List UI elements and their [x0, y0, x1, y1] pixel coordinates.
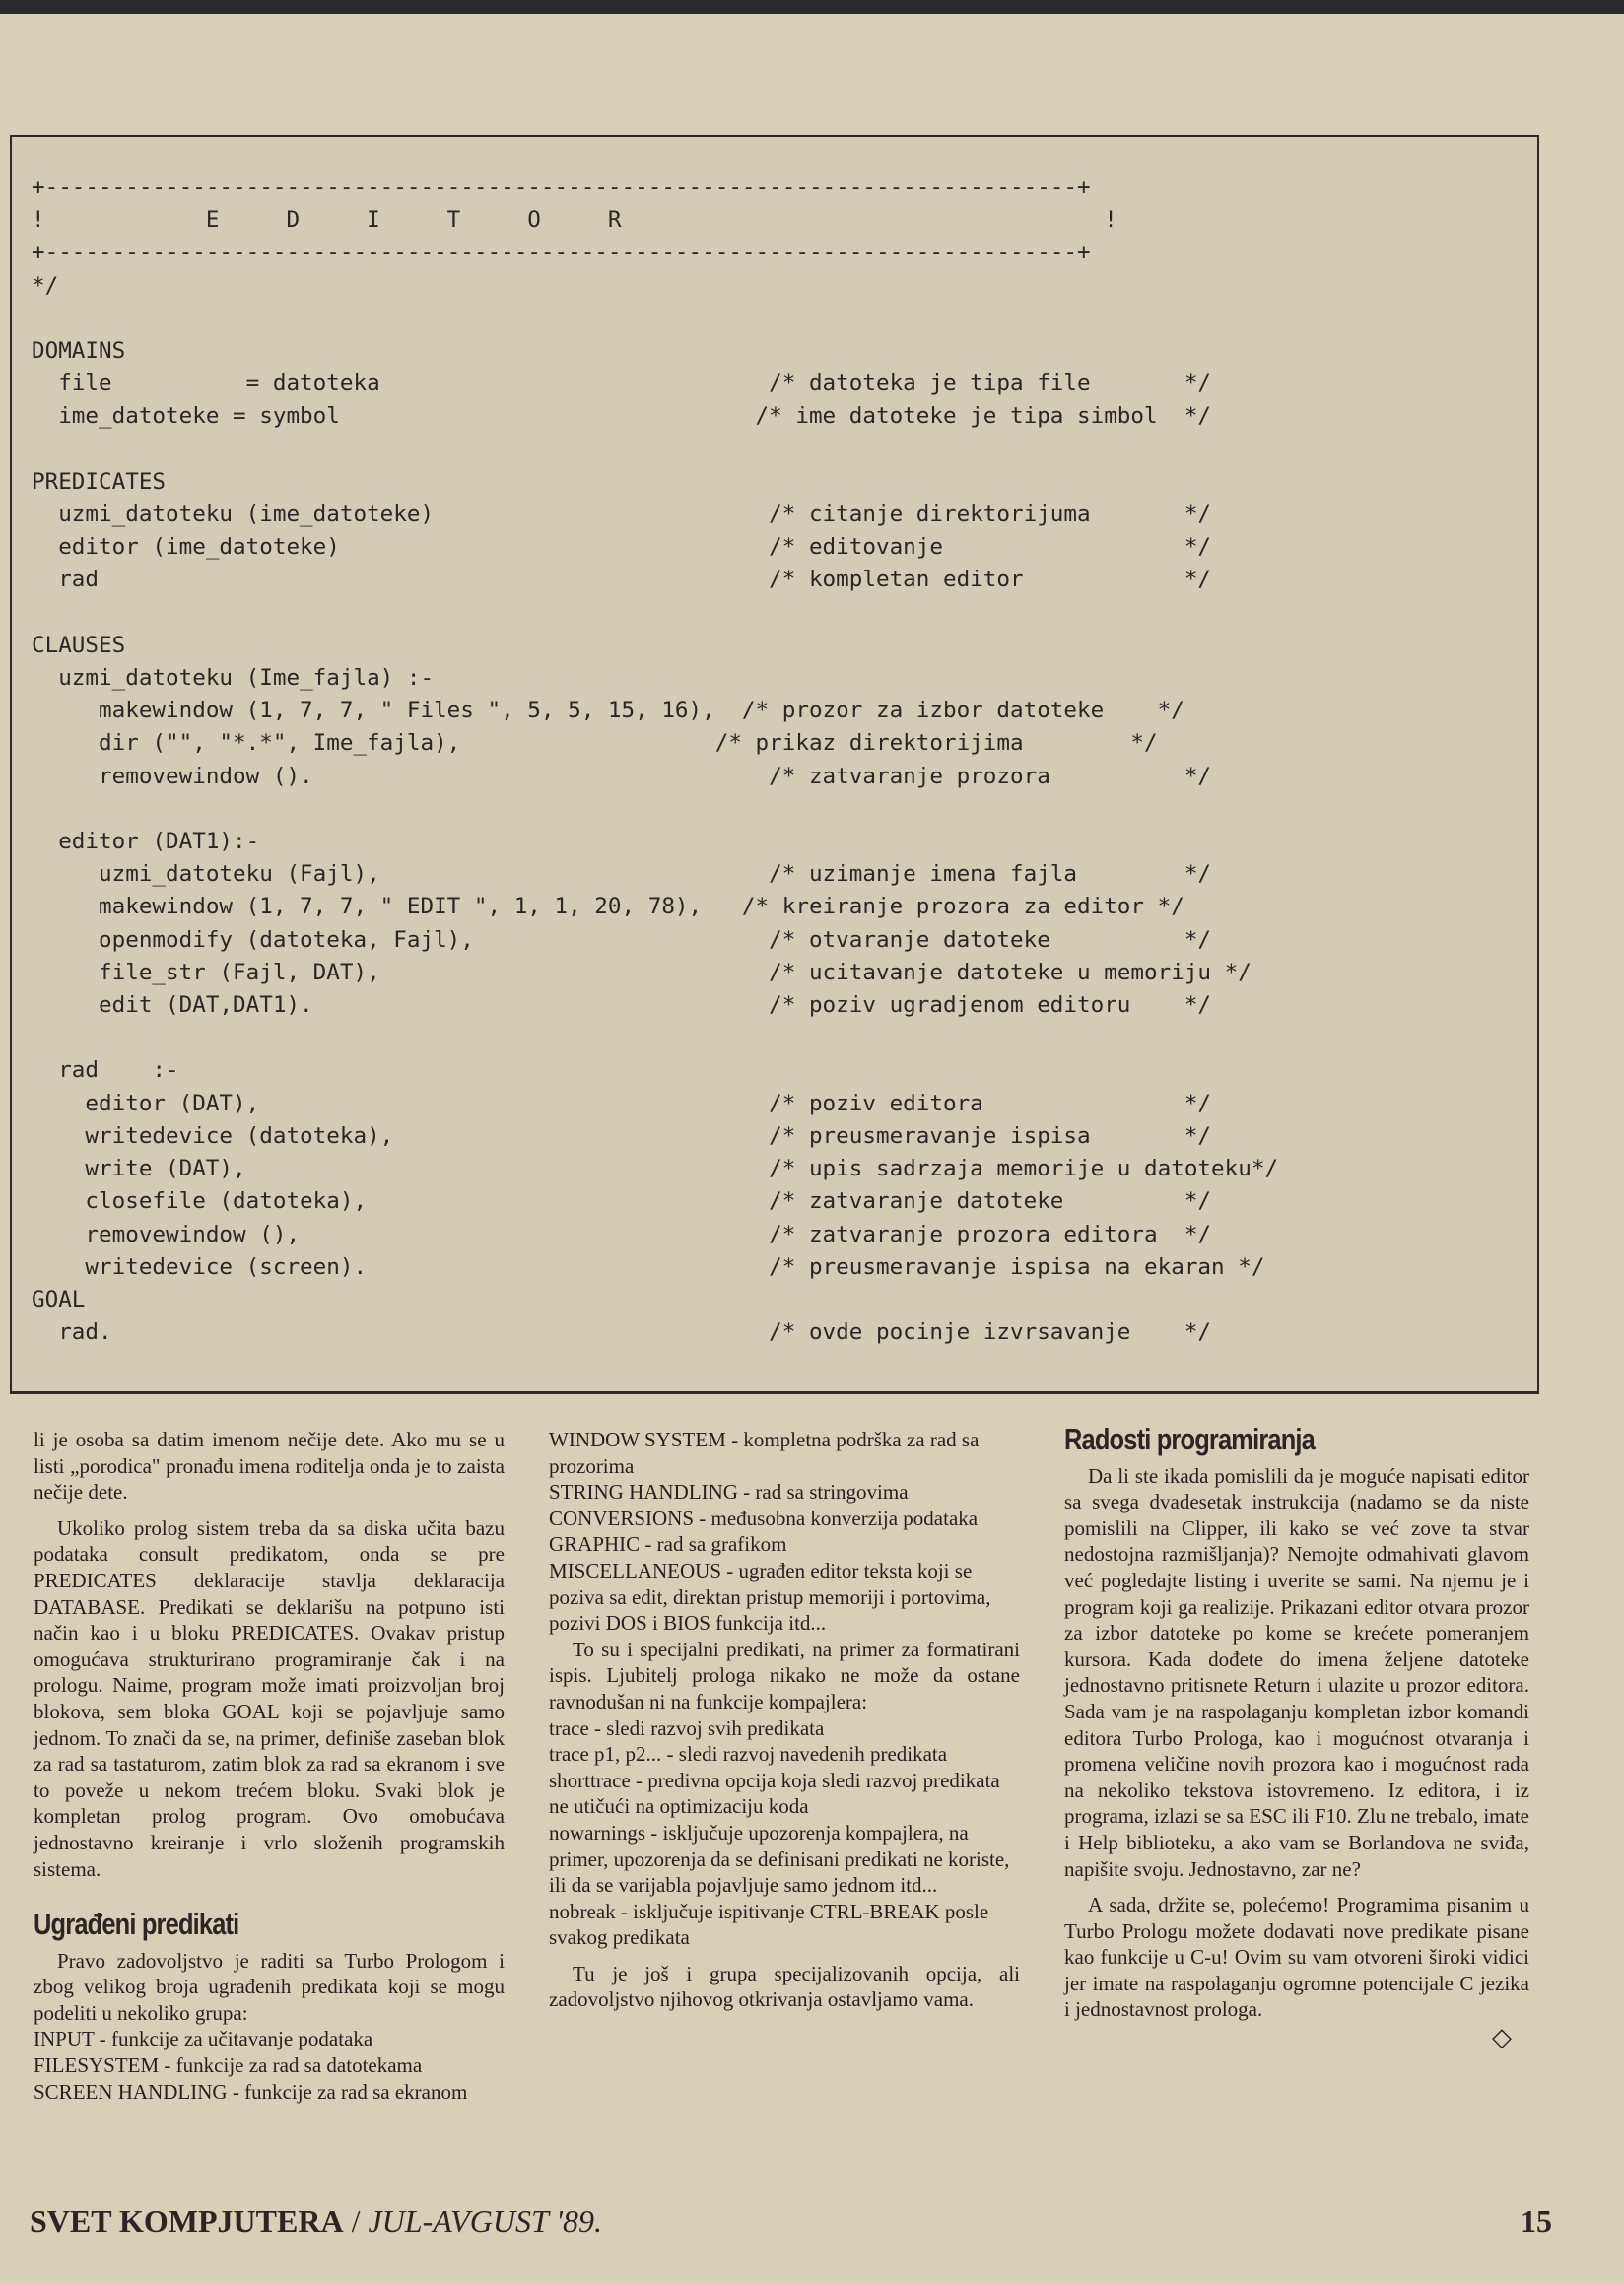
code-line: editor (DAT1):- — [32, 829, 260, 855]
code-line: uzmi_datoteku (Fajl), /* uzimanje imena fajla */ — [32, 861, 1212, 888]
code-line: */ — [32, 272, 59, 299]
list-item: trace - sledi razvoj svih predikata — [549, 1715, 825, 1740]
article-column-1 — [34, 1427, 505, 2105]
list-item: trace p1, p2... - sledi razvoj navedenih predikata — [549, 1742, 948, 1767]
code-line: +-----------------------------------------------------------------------------+ — [32, 239, 1091, 266]
section-heading-builtin-predicates: Ugrađeni predikati — [34, 1907, 239, 1942]
article-column-2 — [549, 1427, 1020, 2013]
code-line: file = datoteka /* datoteka je tipa file */ — [32, 370, 1212, 397]
list-item: GRAPHIC - rad sa grafikom — [549, 1532, 787, 1557]
paragraph: Da li ste ikada pomislili da je moguće napisati editor sa svega dvadesetak instrukcija (nadamo se da niste pomislili na Clipper, ili kako se već zove ta stvar nedostojna razmišljanja)? Nemojte odmahivati glavom već pogledajte listing i uverite se sami. Na njemu je i program koji ga realizije. Prikazani editor otvara prozor za izbor datoteke po kome se krećete pomeranjem kursora. Kada dođete do imena željene datoteke jednostavno pritisnete Return i ulazite u prozor editora. Sada vam je na raspolaganju kompletan izbor komandi editora Turbo Prologa, kao i mogućnost otvaranja i promena veličine novih prozora kao i mogućnost rada na nekoliko tekstova istovremeno. Iz editora, i iz programa, izlazi se sa ESC ili F10. Zlu ne trebalo, imate i Help biblioteku, a ako vam se Borlandova ne sviđa, napišite svoju. Jednostavno, zar ne? — [1064, 1463, 1529, 1881]
code-listing — [32, 171, 1278, 1349]
code-line: +-----------------------------------------------------------------------------+ — [32, 174, 1091, 200]
list-item: CONVERSIONS - međusobna konverzija podataka — [549, 1506, 979, 1530]
code-line: uzmi_datoteku (Ime_fajla) :- — [32, 665, 435, 692]
paragraph: li je osoba sa datim imenom nečije dete. Ako mu se u listi „porodica" pronađu imena roditelja onda je to zaista nečije dete. — [34, 1428, 505, 1505]
list-item: nowarnings - isključuje upozorenja kompajlera, na primer, upozorenja da se definisani predikati ne koriste, ili da se varijabla pojavljuje samo jednom itd... — [549, 1820, 1010, 1898]
code-line: makewindow (1, 7, 7, " EDIT ", 1, 1, 20, 78), /* kreiranje prozora za editor */ — [32, 894, 1184, 920]
code-line: editor (ime_datoteke) /* editovanje */ — [32, 534, 1212, 561]
code-line: closefile (datoteka), /* zatvaranje datoteke */ — [32, 1188, 1212, 1215]
footer-separator: / — [343, 2203, 369, 2239]
list-item: shorttrace - predivna opcija koja sledi razvoj predikata ne utičući na optimizaciju koda — [549, 1768, 1000, 1819]
magazine-name: SVET KOMPJUTERA — [30, 2203, 344, 2239]
code-listing-box — [10, 135, 1539, 1394]
code-line: write (DAT), /* upis sadrzaja memorije u datoteku*/ — [32, 1156, 1279, 1182]
paragraph: Tu je još i grupa specijalizovanih opcija, ali zadovoljstvo njihovog otkrivanja ostavljamo vama. — [549, 1961, 1020, 2012]
code-line: file_str (Fajl, DAT), /* ucitavanje datoteke u memoriju */ — [32, 959, 1252, 985]
list-item: SCREEN HANDLING - funkcije za rad sa ekranom — [34, 2079, 468, 2104]
code-line: editor (DAT), /* poziv editora */ — [32, 1090, 1212, 1116]
issue-date: JUL-AVGUST '89. — [368, 2203, 602, 2239]
code-line: rad :- — [32, 1057, 179, 1084]
code-line: ! E D I T O R ! — [32, 207, 1117, 234]
article-column-3 — [1064, 1422, 1529, 2052]
code-line: CLAUSES — [32, 632, 126, 658]
paragraph: Ukoliko prolog sistem treba da sa diska učita bazu podataka consult predikatom, onda se pre PREDICATES deklaracije stavlja deklaracija DATABASE. Predikati se deklarišu na potpuno isti način kao i u bloku PREDICATES. Ovakav pristup omogućava strukturirano programiranje čak i na prologu. Naime, program može imati proizvoljan broj blokova, sem bloka GOAL koji se pojavljuje samo jednom. To znači da se, na primer, definiše zaseban blok za rad sa tastaturom, zatim blok za rad sa ekranom i sve to poveže u nekom trećem bloku. Svaki blok je kompletan prolog program. Ovo omobućava jednostavno kreiranje i vrlo složenih programskih sistema. — [34, 1515, 505, 1881]
code-line: rad. /* ovde pocinje izvrsavanje */ — [32, 1319, 1212, 1346]
code-line: dir ("", "*.*", Ime_fajla), /* prikaz direktorijima */ — [32, 730, 1158, 757]
code-line: writedevice (datoteka), /* preusmeravanje ispisa */ — [32, 1122, 1212, 1149]
paragraph: To su i specijalni predikati, na primer za formatirani ispis. Ljubitelj prologa nikako ne može da ostane ravnodušan ni na funkcije kompajlera: — [549, 1637, 1020, 1713]
list-item: MISCELLANEOUS - ugrađen editor teksta koji se poziva sa edit, direktan pristup memoriji i portovima, pozivi DOS i BIOS funkcija itd... — [549, 1558, 991, 1636]
divider-rule — [10, 1391, 1539, 1394]
code-line: PREDICATES — [32, 468, 167, 495]
page-footer — [30, 2203, 602, 2240]
code-line: edit (DAT,DAT1). /* poziv ugradjenom editoru */ — [32, 992, 1212, 1019]
list-item: FILESYSTEM - funkcije za rad sa datotekama — [34, 2053, 423, 2078]
code-line: removewindow (). /* zatvaranje prozora */ — [32, 763, 1212, 789]
code-line: openmodify (datoteka, Fajl), /* otvaranje datoteke */ — [32, 926, 1212, 953]
code-line: writedevice (screen). /* preusmeravanje ispisa na ekaran */ — [32, 1253, 1265, 1280]
list-item: WINDOW SYSTEM - kompletna podrška za rad sa prozorima — [549, 1428, 980, 1478]
paragraph: Pravo zadovoljstvo je raditi sa Turbo Prologom i zbog velikog broja ugrađenih predikata koji se mogu podeliti u nekoliko grupa: — [34, 1948, 505, 2025]
end-mark-icon: ◇ — [1492, 2023, 1512, 2052]
list-item: nobreak - isključuje ispitivanje CTRL-BREAK posle svakog predikata — [549, 1899, 989, 1950]
list-item: INPUT - funkcije za učitavanje podataka — [34, 2027, 373, 2051]
code-line: rad /* kompletan editor */ — [32, 567, 1212, 593]
top-edge-bar — [0, 0, 1624, 14]
code-line: removewindow (), /* zatvaranje prozora editora */ — [32, 1221, 1212, 1247]
paragraph: A sada, držite se, polećemo! Programima pisanim u Turbo Prologu možete dodavati nove predikate pisane kao funkcije u C-u! Ovim su vam otvoreni široki vidici jer imate na raspolaganju ogromne potencijale C jezika i jednostavnost prologa. — [1064, 1893, 1529, 2022]
page-number: 15 — [1521, 2203, 1552, 2239]
list-item: STRING HANDLING - rad sa stringovima — [549, 1480, 909, 1505]
code-line: ime_datoteke = symbol /* ime datoteke je tipa simbol */ — [32, 403, 1212, 430]
code-line: DOMAINS — [32, 338, 126, 365]
code-line: uzmi_datoteku (ime_datoteke) /* citanje direktorijuma */ — [32, 502, 1212, 528]
code-line: makewindow (1, 7, 7, " Files ", 5, 5, 15, 16), /* prozor za izbor datoteke */ — [32, 698, 1184, 724]
section-heading-joys-of-programming: Radosti programiranja — [1064, 1422, 1315, 1456]
code-line: GOAL — [32, 1286, 86, 1312]
